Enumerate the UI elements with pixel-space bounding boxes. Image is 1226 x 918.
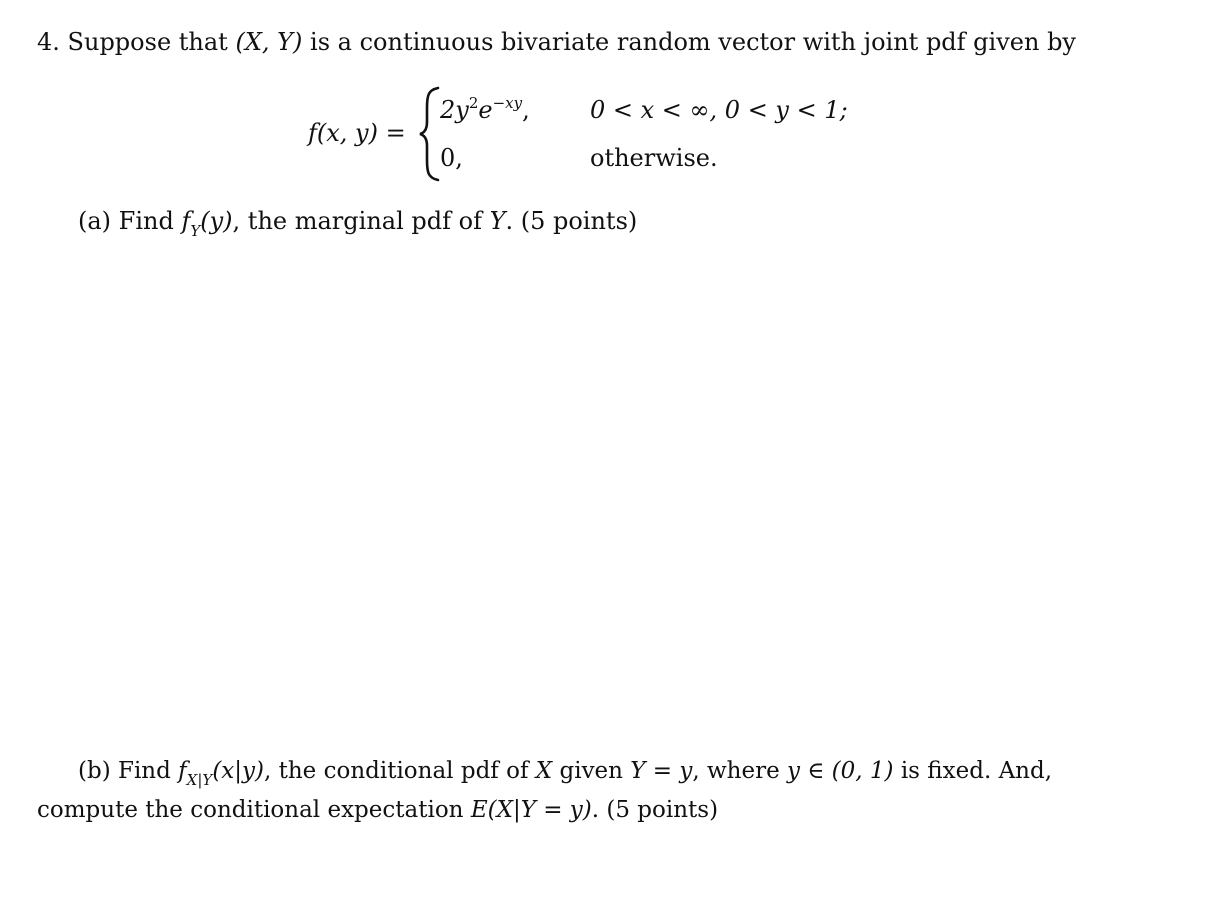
part-b-text-d: , where: [692, 758, 780, 784]
part-b-func-arg: (x|y): [212, 758, 264, 784]
intro-text-a: Suppose that: [67, 28, 228, 56]
part-a-text-c: . (5 points): [505, 207, 638, 235]
case1-term-a: 2y: [440, 96, 469, 124]
intro-text-b: is a continuous bivariate random vector with joint pdf given by: [310, 28, 1076, 56]
part-a-text-b: , the marginal pdf of: [232, 207, 482, 235]
part-b-var-x: X: [535, 758, 553, 784]
pdf-case-1-expression: [440, 95, 530, 128]
pdf-case-2-condition: otherwise.: [590, 144, 718, 172]
part-a: [78, 206, 637, 239]
part-b-text-a: (b) Find: [78, 758, 171, 784]
part-b-text-g: . (5 points): [591, 797, 719, 823]
part-b-text-e: is fixed. And,: [900, 758, 1053, 784]
question-number: 4.: [37, 28, 60, 56]
part-b-text-f: compute the conditional expectation: [37, 797, 464, 823]
case1-comma: ,: [522, 96, 530, 124]
left-brace-icon: [418, 86, 442, 182]
question-intro: [37, 27, 1076, 57]
pdf-lhs: f(x, y) =: [308, 119, 406, 147]
pdf-case-2-expression: 0,: [440, 144, 463, 172]
pdf-case-1-condition: 0 < x < ∞, 0 < y < 1;: [590, 96, 848, 124]
case1-exponent: 2: [468, 94, 479, 112]
part-b-func: f: [178, 758, 187, 784]
part-b-func-sub: X|Y: [186, 771, 213, 789]
part-a-func-arg: (y): [200, 207, 233, 235]
random-vector: (X, Y): [235, 28, 303, 56]
part-a-var: Y: [489, 207, 506, 235]
part-b-expectation: E(X|Y = y): [470, 797, 592, 823]
part-a-func: f: [181, 207, 191, 235]
part-b-condition: Y = y: [630, 758, 693, 784]
part-b-line-2: [37, 795, 718, 825]
part-b-text-c: given: [559, 758, 623, 784]
part-b-text-b: , the conditional pdf of: [263, 758, 529, 784]
part-a-text-a: (a) Find: [78, 207, 174, 235]
case1-term-b: e: [478, 96, 493, 124]
case1-exponent-2: −xy: [492, 94, 523, 112]
part-b-line-1: [78, 756, 1052, 788]
part-a-func-sub: Y: [190, 222, 201, 240]
part-b-domain: y ∈ (0, 1): [787, 758, 894, 784]
